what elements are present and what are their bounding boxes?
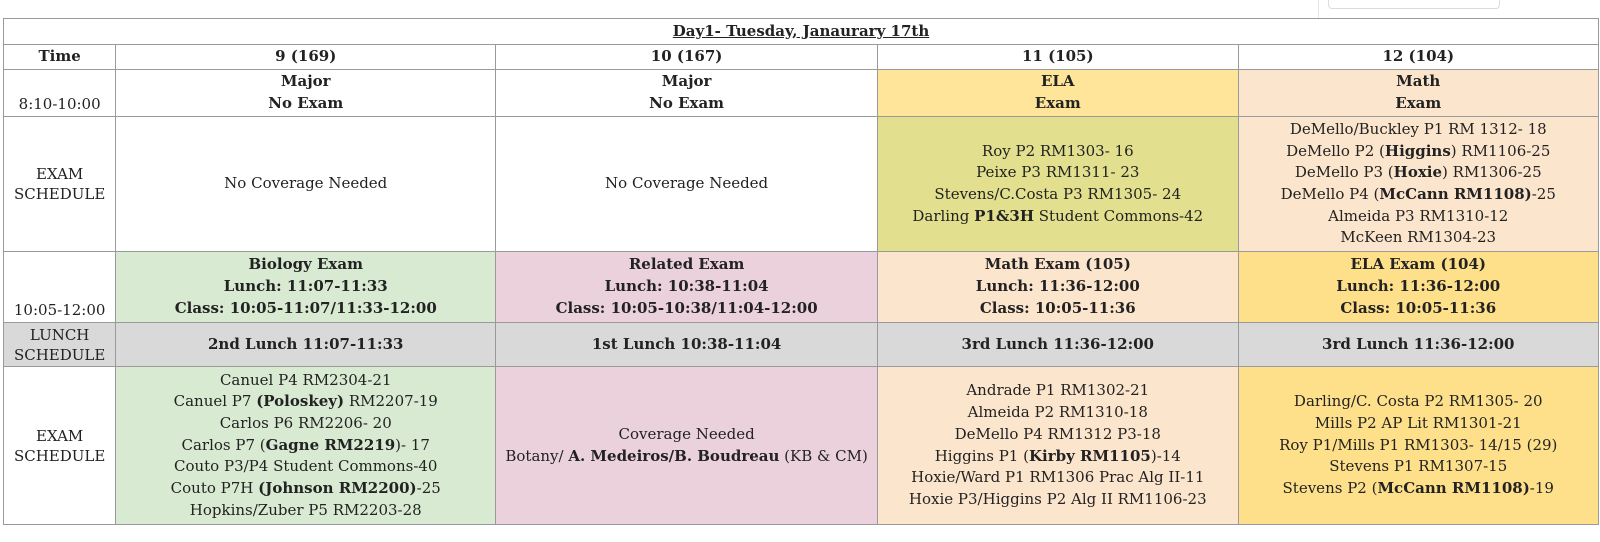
room-entry-text: DeMello/Buckley P1 RM 1312- 18 xyxy=(1289,119,1547,138)
room-entry-text: Carlos P6 RM2206- 20 xyxy=(219,413,392,432)
room-entry-bold: McCann RM1108) xyxy=(1379,185,1532,203)
room-entry-text: Couto P7H xyxy=(170,479,259,498)
room-entry-text: Darling xyxy=(912,206,975,225)
room-entry-text: Botany/ xyxy=(505,446,569,465)
subject-label: Math xyxy=(1396,72,1441,91)
exam-schedule-label xyxy=(4,367,116,525)
room-entry-text: McKeen RM1304-23 xyxy=(1340,228,1497,247)
room-entry-text: Higgins P1 ( xyxy=(934,446,1029,465)
grade-11-header: 11 (105) xyxy=(878,45,1238,70)
exam-status: No Exam xyxy=(649,94,725,112)
room-entry-text: )- 17 xyxy=(395,435,430,454)
coverage-note: Coverage Needed xyxy=(618,424,755,443)
schedule-title: Day1- Tuesday, Janaurary 17th xyxy=(4,19,1599,45)
search-box[interactable] xyxy=(1328,0,1500,9)
label-line: EXAM xyxy=(36,426,84,445)
label-line: LUNCH xyxy=(29,325,90,344)
room-entry xyxy=(1243,456,1595,478)
grade-9-exam-schedule-1: No Coverage Needed xyxy=(116,117,496,252)
time-slot-2: 10:05-12:00 xyxy=(4,252,116,323)
class-time: Class: 10:05-11:36 xyxy=(1340,298,1497,317)
grade-11-exam-schedule-2 xyxy=(878,367,1238,525)
room-entry-bold: P1&3H xyxy=(974,206,1034,225)
room-entry-bold: Gagne RM2219 xyxy=(265,435,396,454)
room-entry-bold: Hoxie xyxy=(1393,163,1443,182)
room-entry-text: Hoxie/Ward P1 RM1306 Prac Alg II-11 xyxy=(911,468,1205,487)
room-entry-text: Hoxie P3/Higgins P2 Alg II RM1106-23 xyxy=(908,489,1207,508)
room-entry xyxy=(1243,119,1595,141)
room-entry xyxy=(1243,413,1595,435)
room-entry xyxy=(1243,184,1595,206)
room-entry xyxy=(500,446,873,468)
room-entry-text: Mills P2 AP Lit RM1301-21 xyxy=(1314,413,1522,432)
room-entry-text: RM2207-19 xyxy=(344,392,438,411)
room-entry xyxy=(1243,206,1595,228)
grade-9-exam-schedule-2 xyxy=(116,367,496,525)
room-entry xyxy=(1243,478,1595,500)
room-entry-text: Hopkins/Zuber P5 RM2203-28 xyxy=(189,500,422,519)
subject-label: Major xyxy=(661,72,712,91)
label-line: SCHEDULE xyxy=(13,446,106,465)
exam-status: No Exam xyxy=(268,94,344,112)
room-entry xyxy=(120,478,491,500)
room-entry: Stevens/C.Costa P3 RM1305- 24 xyxy=(934,185,1182,203)
room-entry-text: Stevens P1 RM1307-15 xyxy=(1329,457,1508,476)
room-entry-text: DeMello P4 ( xyxy=(1280,185,1380,203)
room-entry-bold: (Johnson RM2200) xyxy=(258,479,417,498)
room-entry-text: DeMello P2 ( xyxy=(1286,141,1385,160)
exam-name: ELA Exam (104) xyxy=(1350,255,1487,274)
grade-12-exam-schedule-2 xyxy=(1238,367,1599,525)
room-entry: Roy P2 RM1303- 16 xyxy=(981,141,1134,160)
room-entry-text: Stevens P2 ( xyxy=(1282,479,1378,498)
grade-10-session-1 xyxy=(496,70,878,117)
grade-12-lunch: 3rd Lunch 11:36-12:00 xyxy=(1238,323,1599,367)
room-entry-text: Canuel P4 RM2304-21 xyxy=(219,370,392,389)
class-time: Class: 10:05-11:07/11:33-12:00 xyxy=(174,298,437,317)
grade-12-session-2 xyxy=(1238,252,1599,323)
grade-12-session-1 xyxy=(1238,70,1599,117)
room-entry-bold: Kirby RM1105 xyxy=(1028,446,1151,465)
exam-name: Related Exam xyxy=(628,255,745,274)
grade-9-session-2 xyxy=(116,252,496,323)
room-entry xyxy=(882,489,1233,511)
exam-name: Biology Exam xyxy=(248,255,363,274)
lunch-time: Lunch: 11:36-12:00 xyxy=(975,277,1140,296)
room-entry xyxy=(882,467,1233,489)
room-entry xyxy=(1243,435,1595,457)
subject-label: Major xyxy=(280,72,331,91)
room-entry xyxy=(1243,391,1595,413)
room-entry xyxy=(882,380,1233,402)
grade-9-session-1 xyxy=(116,70,496,117)
grade-12-header: 12 (104) xyxy=(1238,45,1599,70)
room-entry xyxy=(120,456,491,478)
subject-label: ELA xyxy=(1040,72,1075,91)
room-entry-text: Student Commons-42 xyxy=(1034,206,1204,225)
room-entry-text: Andrade P1 RM1302-21 xyxy=(966,381,1150,400)
room-entry-text: -19 xyxy=(1529,479,1554,498)
room-entry xyxy=(882,402,1233,424)
lunch-schedule-label xyxy=(4,323,116,367)
room-entry xyxy=(882,446,1233,468)
grade-10-exam-schedule-2 xyxy=(496,367,878,525)
room-entry xyxy=(1243,162,1595,184)
grade-9-lunch: 2nd Lunch 11:07-11:33 xyxy=(116,323,496,367)
lunch-time: Lunch: 10:38-11:04 xyxy=(604,277,769,296)
label-line: SCHEDULE xyxy=(13,185,106,203)
room-entry xyxy=(120,435,491,457)
lunch-time: Lunch: 11:07-11:33 xyxy=(223,277,388,296)
room-entry-text: Couto P3/P4 Student Commons-40 xyxy=(173,457,438,476)
grade-11-session-2 xyxy=(878,252,1238,323)
grade-10-exam-schedule-1: No Coverage Needed xyxy=(496,117,878,252)
room-entry-text: Almeida P2 RM1310-18 xyxy=(967,403,1148,422)
room-entry xyxy=(882,424,1233,446)
room-entry-text: ) RM1106-25 xyxy=(1450,141,1551,160)
exam-schedule-table xyxy=(3,18,1599,525)
exam-status: Exam xyxy=(1034,94,1081,112)
room-entry-text: Darling/C. Costa P2 RM1305- 20 xyxy=(1293,392,1543,411)
grade-10-session-2 xyxy=(496,252,878,323)
room-entry-text: -25 xyxy=(416,479,441,498)
room-entry-text: -25 xyxy=(1531,185,1556,203)
room-entry-text: Almeida P3 RM1310-12 xyxy=(1328,206,1509,225)
room-entry xyxy=(120,500,491,522)
room-entry-text: (KB & CM) xyxy=(779,446,868,465)
room-entry-text: DeMello P3 ( xyxy=(1294,163,1394,182)
room-entry-text: DeMello P4 RM1312 P3-18 xyxy=(954,424,1161,443)
grade-11-session-1 xyxy=(878,70,1238,117)
room-entry-text: Canuel P7 xyxy=(173,392,257,411)
exam-status: Exam xyxy=(1395,94,1442,112)
room-entry-bold: A. Medeiros/B. Boudreau xyxy=(568,446,780,465)
room-entry-bold: McCann RM1108) xyxy=(1377,479,1530,498)
room-entry xyxy=(120,391,491,413)
exam-name: Math Exam (105) xyxy=(984,255,1131,274)
room-entry-text: )-14 xyxy=(1150,446,1181,465)
room-entry xyxy=(120,413,491,435)
grade-10-header: 10 (167) xyxy=(496,45,878,70)
room-entry xyxy=(1243,227,1595,249)
grade-11-lunch: 3rd Lunch 11:36-12:00 xyxy=(878,323,1238,367)
room-entry-bold: (Poloskey) xyxy=(256,392,345,411)
grade-10-lunch: 1st Lunch 10:38-11:04 xyxy=(496,323,878,367)
room-entry xyxy=(120,370,491,392)
room-entry-text: Roy P1/Mills P1 RM1303- 14/15 (29) xyxy=(1279,435,1558,454)
exam-schedule-label xyxy=(4,117,116,252)
class-time: Class: 10:05-11:36 xyxy=(979,298,1136,317)
time-slot-1: 8:10-10:00 xyxy=(4,70,116,117)
room-entry-text: Carlos P7 ( xyxy=(181,435,266,454)
grade-11-exam-schedule-1 xyxy=(878,117,1238,252)
label-line: SCHEDULE xyxy=(13,345,106,364)
grade-9-header: 9 (169) xyxy=(116,45,496,70)
room-entry-text: ) RM1306-25 xyxy=(1442,163,1542,182)
room-entry: Peixe P3 RM1311- 23 xyxy=(976,163,1140,182)
room-entry xyxy=(882,206,1233,228)
lunch-time: Lunch: 11:36-12:00 xyxy=(1336,277,1501,296)
grade-12-exam-schedule-1 xyxy=(1238,117,1599,252)
room-entry-bold: Higgins xyxy=(1384,141,1451,160)
label-line: EXAM xyxy=(36,165,84,183)
time-header: Time xyxy=(4,45,116,70)
room-entry xyxy=(1243,141,1595,163)
class-time: Class: 10:05-10:38/11:04-12:00 xyxy=(555,298,818,317)
